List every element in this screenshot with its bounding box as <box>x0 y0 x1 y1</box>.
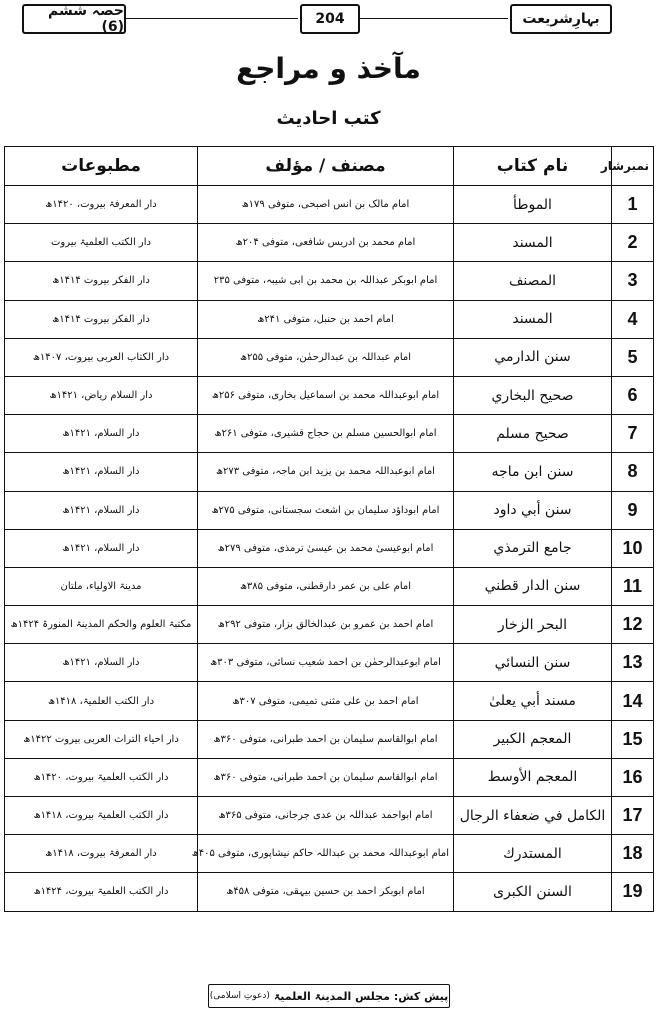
references-table <box>4 146 654 912</box>
row-number: 17 <box>612 797 654 835</box>
row-author: امام ابواحمد عبداللہ بن عدی جرجانی، متوفی ۳۶۵ھ <box>198 797 454 835</box>
page-number: 204 <box>300 4 360 34</box>
table-header-row <box>5 147 654 186</box>
row-publisher: دار احیاء التراث العربی بیروت ۱۴۲۲ھ <box>5 720 198 758</box>
row-publisher: دار المعرفۃ بیروت، ۱۴۲۰ھ <box>5 186 198 224</box>
header-number: نمبرشار <box>612 147 654 186</box>
row-author: امام علی بن عمر دارقطنی، متوفی ۳۸۵ھ <box>198 567 454 605</box>
book-title-label: بہارِشریعت <box>510 4 612 34</box>
row-publisher: دار الکتب العلمیۃ، ۱۴۱۸ھ <box>5 682 198 720</box>
row-number: 8 <box>612 453 654 491</box>
row-book-name: المعجم الأوسط <box>454 758 612 796</box>
row-author: امام ابوبکر عبداللہ بن محمد بن ابی شیبہ، متوفی ۲۳۵ <box>198 262 454 300</box>
row-book-name: المصنف <box>454 262 612 300</box>
footer-prefix: پیش کش: <box>393 989 449 1003</box>
row-book-name: المسند <box>454 300 612 338</box>
row-number: 19 <box>612 873 654 911</box>
table-row <box>5 529 654 567</box>
table-row <box>5 491 654 529</box>
row-number: 2 <box>612 224 654 262</box>
row-book-name: المعجم الكبير <box>454 720 612 758</box>
header-author: مصنف / مؤلف <box>198 147 454 186</box>
row-number: 16 <box>612 758 654 796</box>
row-book-name: سنن النسائي <box>454 644 612 682</box>
row-publisher: دار الکتب العلمیۃ بیروت، ۱۴۱۸ھ <box>5 797 198 835</box>
row-book-name: مسند أبي يعلىٰ <box>454 682 612 720</box>
table-row <box>5 567 654 605</box>
header-part-label: حصہ ششم (6) <box>22 4 126 34</box>
row-number: 4 <box>612 300 654 338</box>
table-row <box>5 224 654 262</box>
table-row <box>5 453 654 491</box>
table-row <box>5 873 654 911</box>
row-number: 15 <box>612 720 654 758</box>
table-row <box>5 644 654 682</box>
row-author: امام محمد بن ادریس شافعی، متوفی ۲۰۴ھ <box>198 224 454 262</box>
row-publisher: دار الفکر بیروت ۱۴۱۴ھ <box>5 300 198 338</box>
row-book-name: صحيح مسلم <box>454 415 612 453</box>
table-row <box>5 300 654 338</box>
row-author: امام ابوالقاسم سلیمان بن احمد طبرانی، متوفی ۳۶۰ھ <box>198 720 454 758</box>
row-number: 10 <box>612 529 654 567</box>
table-row <box>5 720 654 758</box>
row-number: 5 <box>612 338 654 376</box>
table-row <box>5 797 654 835</box>
row-book-name: السنن الكبرى <box>454 873 612 911</box>
table-row <box>5 376 654 414</box>
table-row <box>5 835 654 873</box>
row-number: 9 <box>612 491 654 529</box>
row-publisher: دار الکتب العلمیۃ بیروت <box>5 224 198 262</box>
row-book-name: صحيح البخاري <box>454 376 612 414</box>
page-title: مآخذ و مراجع <box>236 52 421 85</box>
table-row <box>5 415 654 453</box>
row-number: 11 <box>612 567 654 605</box>
header-publisher: مطبوعات <box>5 147 198 186</box>
row-number: 13 <box>612 644 654 682</box>
row-publisher: مکتبۃ العلوم والحکم المدینۃ المنورۃ ۱۴۲۴ھ <box>5 606 198 644</box>
row-author: امام ابوداؤد سلیمان بن اشعث سجستانی، متوفی ۲۷۵ھ <box>198 491 454 529</box>
header-rule-left <box>126 18 298 19</box>
row-publisher: دار السلام، ۱۴۲۱ھ <box>5 644 198 682</box>
header-rule-right <box>360 18 508 19</box>
row-author: امام احمد بن حنبل، متوفی ۲۴۱ھ <box>198 300 454 338</box>
row-publisher: دار السلام، ۱۴۲۱ھ <box>5 453 198 491</box>
row-publisher: دار الکتاب العربی بیروت، ۱۴۰۷ھ <box>5 338 198 376</box>
row-number: 12 <box>612 606 654 644</box>
row-book-name: جامع الترمذي <box>454 529 612 567</box>
row-number: 7 <box>612 415 654 453</box>
row-publisher: دار الکتب العلمیۃ بیروت، ۱۴۲۴ھ <box>5 873 198 911</box>
row-book-name: سنن أبي داود <box>454 491 612 529</box>
footer-suffix: (دعوتِ اسلامی) <box>209 991 270 1001</box>
row-number: 14 <box>612 682 654 720</box>
row-author: امام مالک بن انس اصبحی، متوفی ۱۷۹ھ <box>198 186 454 224</box>
row-author: امام احمد بن علی مثنی تمیمی، متوفی ۳۰۷ھ <box>198 682 454 720</box>
row-author: امام ابوعیسیٰ محمد بن عیسیٰ ترمذی، متوفی ۲۷۹ھ <box>198 529 454 567</box>
row-author: امام ابوعبدالرحمٰن بن احمد شعیب نسائی، متوفی ۳۰۳ھ <box>198 644 454 682</box>
table-row <box>5 682 654 720</box>
row-book-name: البحر الزخار <box>454 606 612 644</box>
row-author: امام ابوالقاسم سلیمان بن احمد طبرانی، متوفی ۳۶۰ھ <box>198 758 454 796</box>
row-publisher: دار السلام، ۱۴۲۱ھ <box>5 415 198 453</box>
row-publisher: دار الکتب العلمیۃ بیروت، ۱۴۲۰ھ <box>5 758 198 796</box>
row-book-name: سنن الدارمي <box>454 338 612 376</box>
table-row <box>5 758 654 796</box>
row-publisher: دار السلام، ۱۴۲۱ھ <box>5 491 198 529</box>
row-publisher: دار الفکر بیروت ۱۴۱۴ھ <box>5 262 198 300</box>
row-book-name: سنن ابن ماجه <box>454 453 612 491</box>
row-author: امام ابوعبداللہ محمد بن یزید ابن ماجہ، متوفی ۲۷۳ھ <box>198 453 454 491</box>
row-publisher: مدینۃ الاولیاء، ملتان <box>5 567 198 605</box>
row-author: امام ابوالحسین مسلم بن حجاج قشیری، متوفی ۲۶۱ھ <box>198 415 454 453</box>
row-number: 18 <box>612 835 654 873</box>
page-subtitle: کتب احادیث <box>276 108 381 129</box>
table-row <box>5 262 654 300</box>
footer-presented-by <box>208 984 450 1008</box>
row-publisher: دار المعرفۃ بیروت، ۱۴۱۸ھ <box>5 835 198 873</box>
row-author: امام احمد بن عمرو بن عبدالخالق بزار، متوفی ۲۹۲ھ <box>198 606 454 644</box>
row-book-name: المسند <box>454 224 612 262</box>
row-author: امام عبداللہ بن عبدالرحمٰن، متوفی ۲۵۵ھ <box>198 338 454 376</box>
table-row <box>5 606 654 644</box>
row-number: 1 <box>612 186 654 224</box>
row-author: امام ابوبکر احمد بن حسین بیہقی، متوفی ۴۵۸ھ <box>198 873 454 911</box>
row-author: امام ابوعبداللہ محمد بن عبداللہ حاکم نیشاپوری، متوفی ۴۰۵ھ <box>198 835 454 873</box>
row-number: 3 <box>612 262 654 300</box>
table-row <box>5 338 654 376</box>
footer-name: مجلس المدینۃ العلمیۃ <box>273 989 390 1003</box>
row-book-name: الموطأ <box>454 186 612 224</box>
row-author: امام ابوعبداللہ محمد بن اسماعیل بخاری، متوفی ۲۵۶ھ <box>198 376 454 414</box>
row-number: 6 <box>612 376 654 414</box>
row-publisher: دار السلام، ۱۴۲۱ھ <box>5 529 198 567</box>
row-book-name: المستدرك <box>454 835 612 873</box>
row-book-name: الكامل في ضعفاء الرجال <box>454 797 612 835</box>
row-book-name: سنن الدار قطني <box>454 567 612 605</box>
table-row <box>5 186 654 224</box>
row-publisher: دار السلام ریاض، ۱۴۲۱ھ <box>5 376 198 414</box>
header-book: نام کتاب <box>454 147 612 186</box>
